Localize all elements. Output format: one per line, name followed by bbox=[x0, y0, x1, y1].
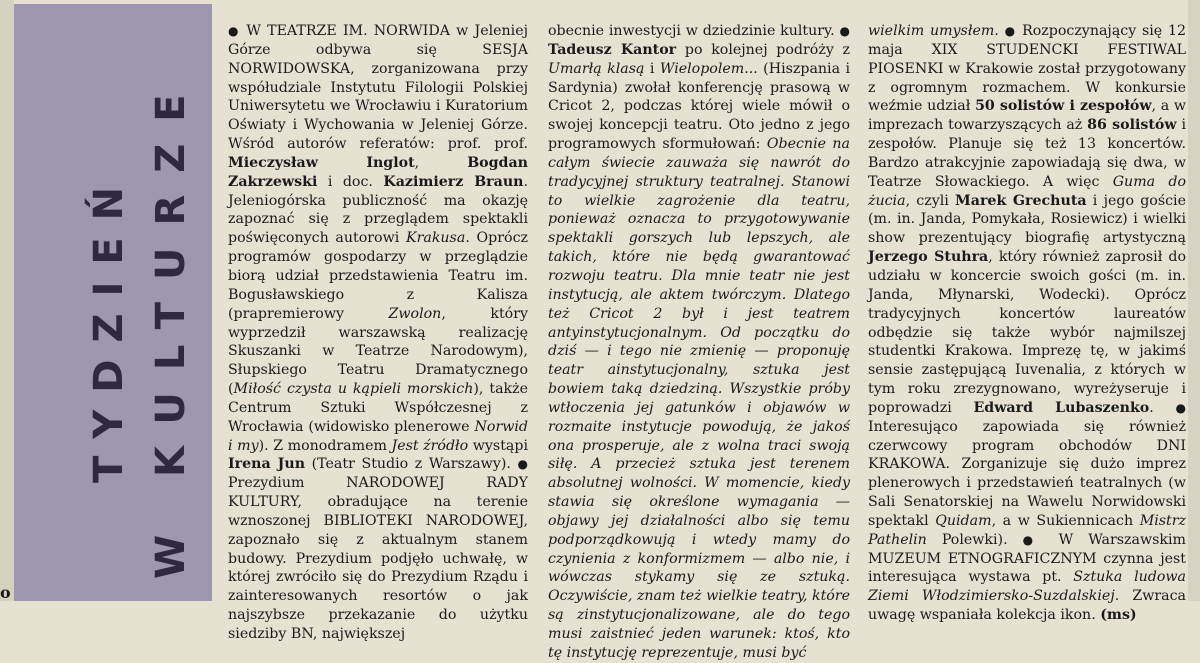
text: , który wyprzedził warszawską realizację Skuszanki w Teatrze Narodowym), Słupskiego Teatru Dramatycznego ( bbox=[228, 305, 528, 398]
person-name: Edward Lubaszenko bbox=[973, 399, 1150, 416]
text: , który również zaprosił do udziału w koncercie swoich gości (m. in. Janda, Młynarski, Wodecki). Oprócz tradycyjnych koncertów laureatów odbędzie się także wybór najmilszej studentki Krakowa. Imprezę tę, w jakimś sensie zastępującą Iuvenalia, z których w tym roku zrezygnowano, wyreżyseruje i poprowadzi bbox=[868, 249, 1186, 416]
article-column-2 bbox=[548, 22, 851, 661]
article-column-1 bbox=[228, 22, 528, 642]
title-italic: Zwolon bbox=[388, 305, 442, 322]
text: (Teatr Studio z Warszawy). bbox=[305, 456, 511, 473]
bold-figure: 86 solistów bbox=[1087, 117, 1177, 134]
text: obecnie inwestycji w dziedzinie kultury. bbox=[548, 23, 835, 39]
text: , a w Sukiennicach bbox=[991, 512, 1134, 529]
text: i jego goście (m. in. Janda, Pomykała, Rosiewicz) i wielki show prezentujący biografię artystyczną bbox=[868, 192, 1186, 247]
bullet-icon: ● bbox=[1004, 24, 1017, 38]
bullet-icon: ● bbox=[1022, 532, 1044, 547]
paragraph bbox=[548, 22, 850, 663]
text: . Jeleniogórska publiczność ma okazję zapoznać się z przeglądem spektakli poświęconych autorowi bbox=[228, 173, 528, 247]
text: , czyli bbox=[905, 192, 949, 209]
person-name: Tadeusz Kantor bbox=[548, 41, 677, 58]
text: ), także Centrum Sztuki Współczesnej z Wrocławia (widowisko plenerowe bbox=[228, 381, 528, 435]
section-sidebar bbox=[14, 4, 212, 601]
title-italic: Norwid i my bbox=[228, 418, 528, 454]
title-italic: Quidam bbox=[935, 512, 992, 529]
title-italic: Mistrz Pathelin bbox=[868, 512, 1187, 548]
person-name: Kazimierz Braun bbox=[383, 173, 524, 190]
text: . Oprócz programów gospodarzy w przeglądzie biorą udział przedstawienia Teatru im. Bogusławskiego z Kalisza (prapremierowy bbox=[228, 230, 528, 322]
person-name: Mieczysław Inglot bbox=[228, 154, 415, 171]
text: Rozpoczynający się 12 maja XIX STUDENCKI FESTIWAL PIOSENKI w Krakowie został przygotowany z ogromnym rozmachem. W konkursie weźmie udział bbox=[868, 23, 1187, 115]
text: wystąpi bbox=[468, 437, 528, 454]
text: i zespołów. Planuje się też 13 koncertów. Bardzo atrakcyjnie zapowiadają się dwa, w Teatrze Słowackiego. A więc bbox=[868, 117, 1186, 190]
title-italic: Miłość czysta u kąpieli morskich bbox=[233, 381, 474, 398]
title-italic: Sztuka ludowa Ziemi Włodzimiersko-Suzdalskiej bbox=[868, 569, 1186, 605]
person-name: Jerzego Stuhra bbox=[868, 249, 989, 266]
text: Polewki). bbox=[926, 531, 1008, 548]
title-italic: Wielopolem... bbox=[659, 60, 758, 77]
title-italic: Krakusa bbox=[405, 230, 466, 247]
bullet-icon: ● bbox=[517, 457, 528, 472]
text: W TEATRZE IM. NORWIDA w Jeleniej Górze odbywa się SESJA NORWIDOWSKA, zorganizowana przy współudziale Instytutu Filologii Polskiej Uniwersytetu we Wrocławiu i Kuratorium Oświaty i Wychowania w Jeleniej Górze. Wśród autorów referatów: prof. prof. bbox=[228, 23, 528, 153]
text: . bbox=[1149, 399, 1154, 416]
text: , a w imprezach towarzyszących aż bbox=[868, 98, 1187, 134]
text: i bbox=[644, 60, 655, 77]
title-italic: Jest źródło bbox=[391, 437, 469, 454]
page-margin-right bbox=[1188, 0, 1200, 601]
paragraph bbox=[228, 22, 528, 644]
page-margin bbox=[0, 0, 14, 601]
quote-italic: wielkim umysłem. bbox=[868, 23, 999, 39]
paragraph bbox=[868, 22, 1186, 625]
text: . Zwraca uwagę wspaniała kolekcja ikon. bbox=[868, 588, 1186, 624]
section-title-line1: TYDZIEŃ bbox=[86, 169, 132, 483]
author-initials: (ms) bbox=[1100, 607, 1137, 624]
cut-glyph: o bbox=[0, 583, 11, 602]
article-column-3 bbox=[868, 22, 1187, 624]
person-name: Marek Grechuta bbox=[955, 192, 1087, 209]
bullet-icon: ● bbox=[228, 24, 241, 38]
title-italic: Umarłą klasą bbox=[548, 60, 645, 77]
text: Prezydium NARODOWEJ RADY KULTURY, obradujące na terenie wznoszonej BIBLIOTEKI NARODOWEJ, zapoznało się z aktualnym stanem budowy. Prezydium podjęło uchwałę, w której zwróciło się do Prezydium Rządu i zainteresowanych resortów o jak najszybsze przekazanie do użytku siedziby BN, największej bbox=[228, 475, 528, 642]
text: , bbox=[414, 154, 420, 171]
bullet-icon: ● bbox=[839, 24, 850, 38]
section-title-line2: W KULTURZE bbox=[148, 72, 194, 580]
text: po kolejnej podróży z bbox=[676, 41, 851, 58]
quote-italic: Obecnie na całym świecie zauważa się nawrót do tradycyjnej struktury teatralnej. Stanowi to wielkie zagrożenie dla teatru, ponieważ oznacza to przygotowywanie spektakli gorszych lub lepszych, ale takich, które nie będą gwarantować rozwoju teatru. Dla mnie teatr nie jest instytucją, ale aktem twórczym. Dlatego też Cricot 2 był i jest teatrem antyinstytucjonalnym. Od początku do dziś — i tego nie zmienię — proponuję teatr ainstytucjonalny, sztuka jest bowiem taką dziedziną. Wszystkie próby wtłoczenia jej gatunków i objawów w rozmaite instytucje powodują, że jakoś ona prosperuje, ale z wolna traci swoją siłę. A przecież sztuka jest terenem absolutnej wolności. W momencie, kiedy stawia się określone wymagania — objawy jej działalności albo się temu podporządkowują i wtedy mamy do czynienia z konformizmem — albo nie, i wówczas stykamy się ze sztuką. Oczywiście, znam też wielkie teatry, które są zinstytucjonalizowane, ale do tego musi zaistnieć jeden warunek: ktoś, kto tę instytucję reprezentuje, musi być bbox=[548, 136, 850, 661]
text: i doc. bbox=[317, 173, 373, 190]
text: (Hiszpania i Sardynia) zwołał konferencję prasową w Cricot 2, podczas której wiele mówił o swojej koncepcji teatru. Oto jedno z jego programowych sformułowań: bbox=[548, 60, 850, 153]
text: W Warszawskim MUZEUM ETNOGRAFICZNYM czynna jest interesująca wystawa pt. bbox=[868, 531, 1187, 586]
text: ). Z monodramem bbox=[258, 437, 387, 454]
bold-figure: 50 solistów i zespołów bbox=[975, 98, 1152, 115]
bullet-icon: ● bbox=[1175, 400, 1186, 415]
text: Interesująco zapowiada się również czerwcowy program obchodów DNI KRAKOWA. Zorganizuje się dużo imprez plenerowych i przedstawień teatralnych (w Sali Senatorskiej na Wawelu Norwidowski spektakl bbox=[868, 418, 1186, 529]
person-name: Irena Jun bbox=[228, 456, 306, 473]
person-name: Bogdan Zakrzewski bbox=[228, 154, 528, 190]
title-italic: Guma do żucia bbox=[868, 173, 1186, 209]
